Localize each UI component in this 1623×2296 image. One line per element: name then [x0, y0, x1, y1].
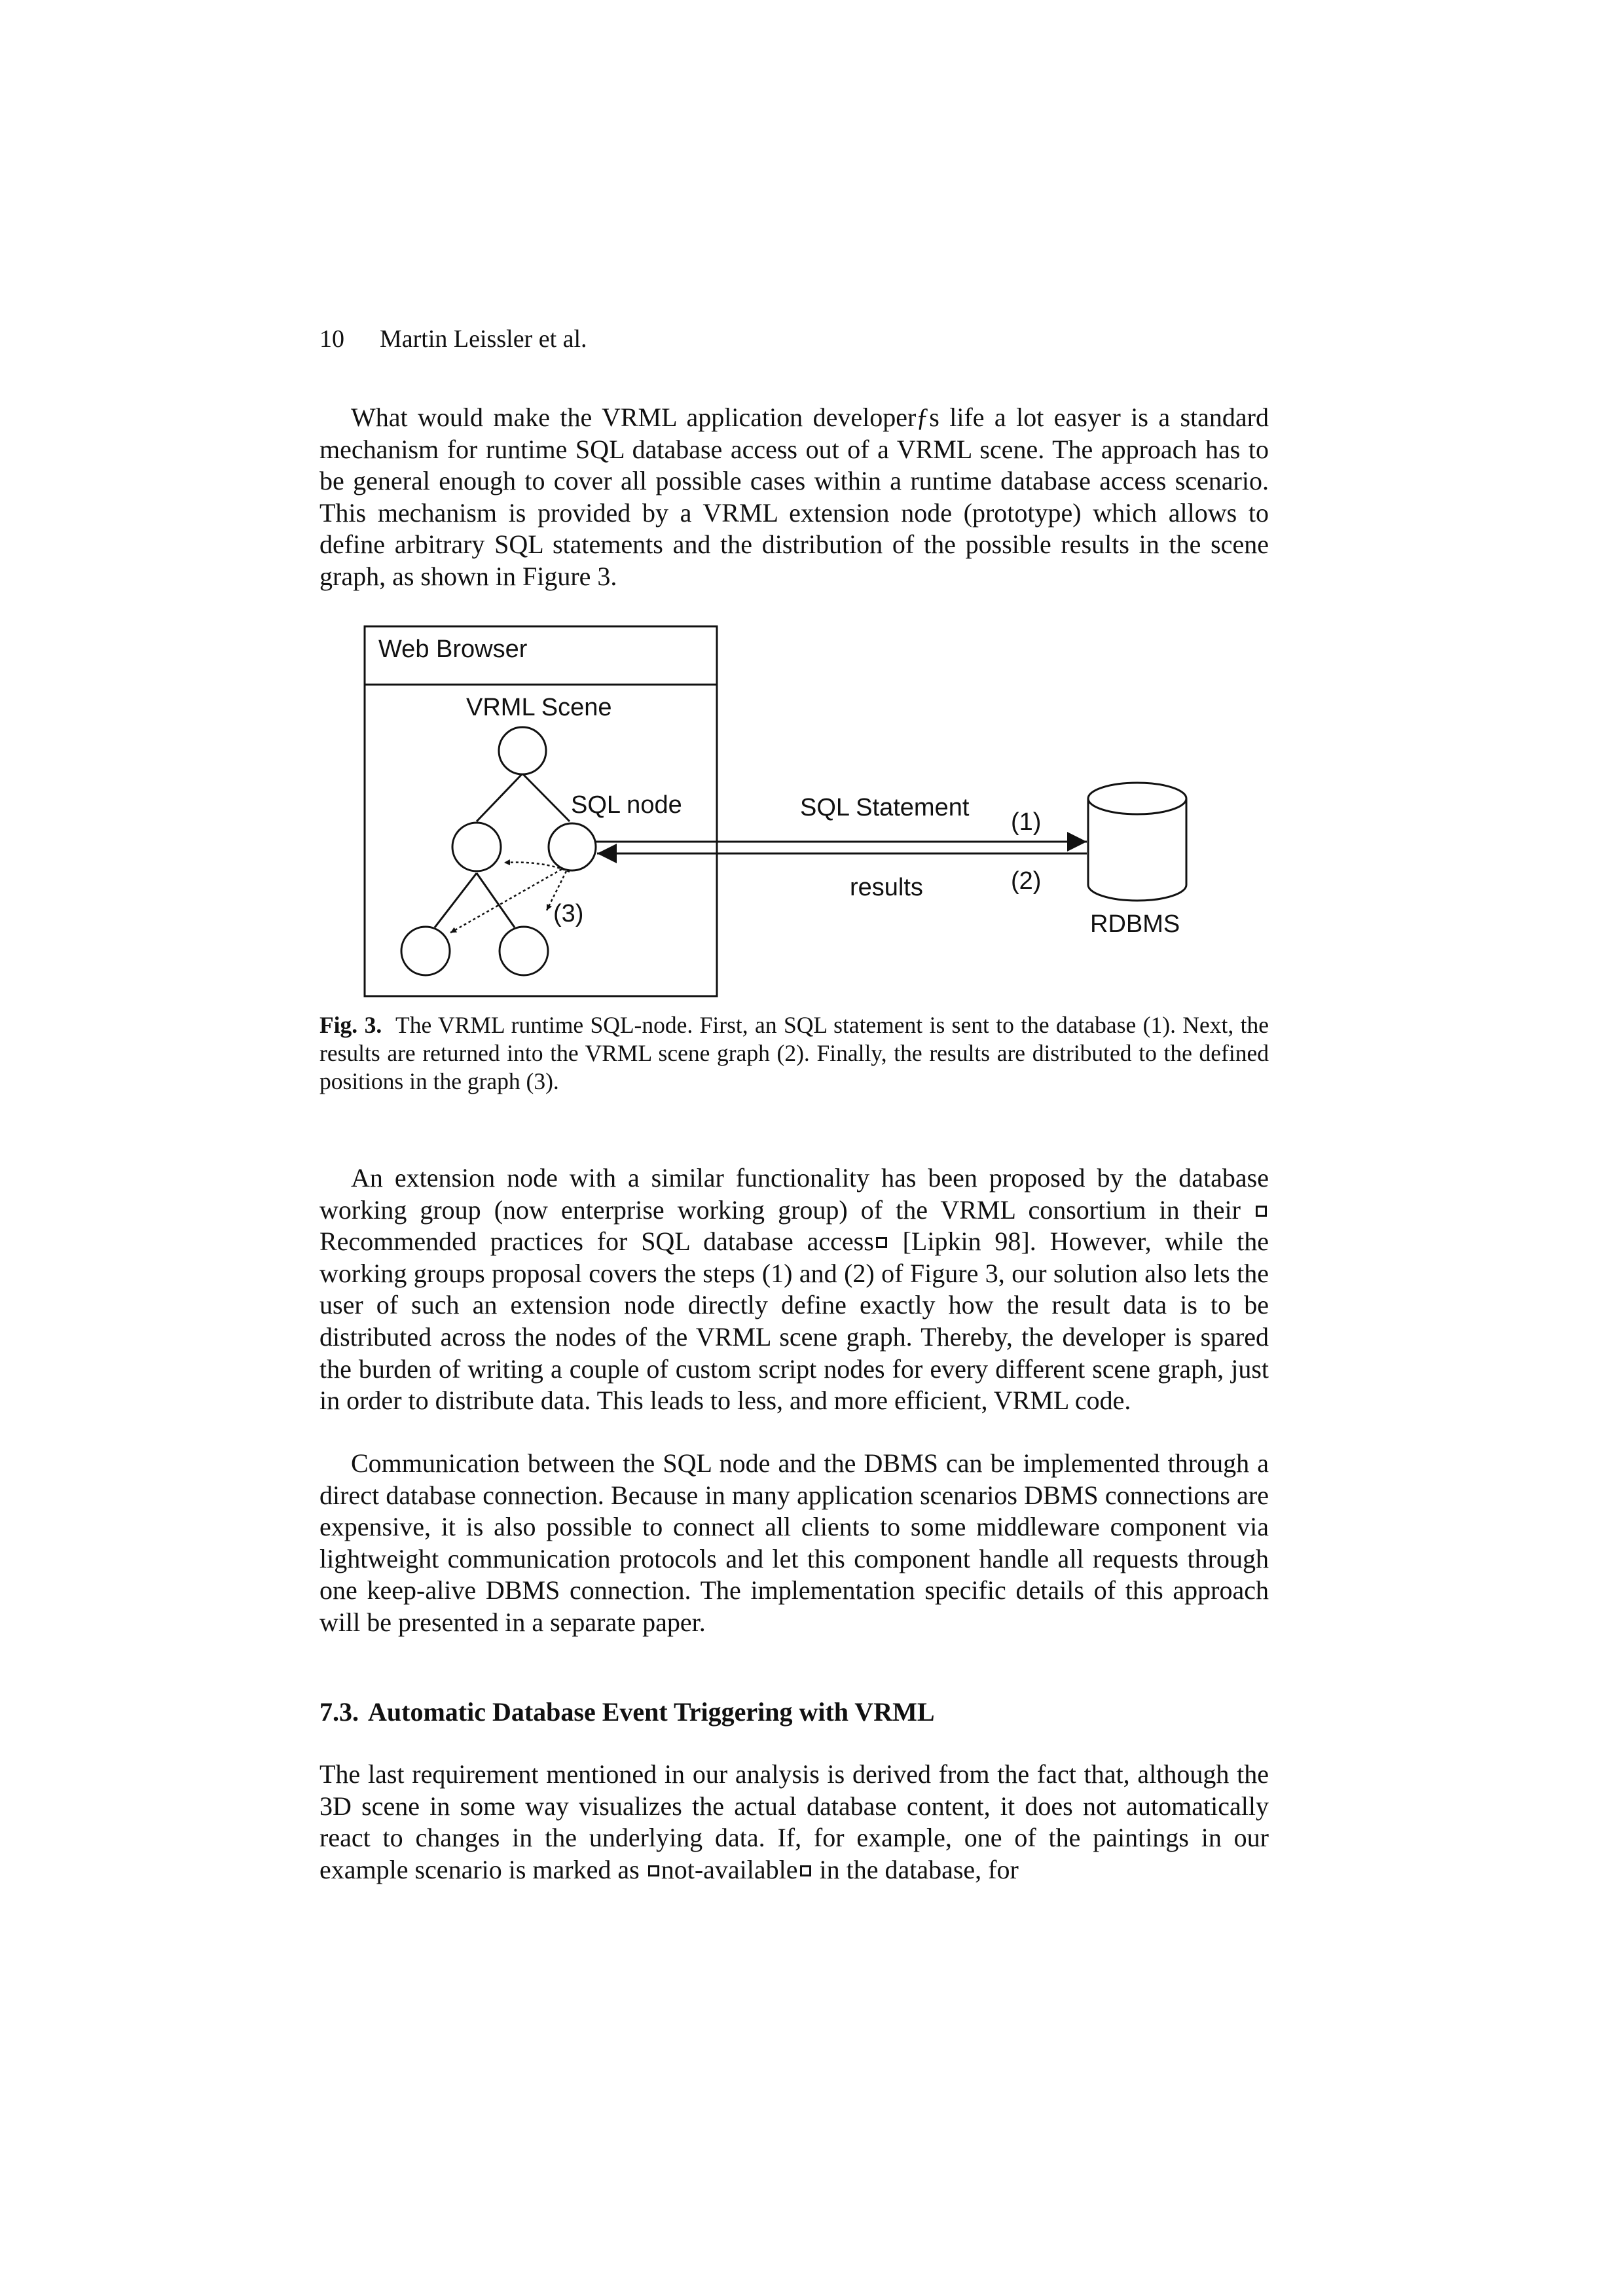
quote-glyph	[1256, 1206, 1267, 1217]
scene-root-node	[499, 727, 546, 774]
scene-leaf-node-1	[401, 927, 450, 975]
web-browser-label: Web Browser	[378, 636, 528, 663]
edge-left-leaf2	[477, 873, 515, 927]
vrml-scene-label: VRML Scene	[466, 694, 612, 721]
paragraph-2-quoted: Recommended practices for SQL database access	[319, 1227, 874, 1257]
sql-statement-label: SQL Statement	[800, 794, 970, 821]
edge-root-left	[477, 774, 522, 821]
figure-caption	[319, 1011, 1269, 1096]
quote-glyph	[648, 1865, 659, 1876]
body-paragraph-1: What would make the VRML application developerƒs life a lot easyer is a standard mechanism for runtime SQL database access out of a VRML scene. The approach has to be general enough to cover all possible cases within a runtime database access scenario. This mechanism is provided by a VRML extension node (prototype) which allows to define arbitrary SQL statements and the distribution of the possible results in the scene graph, as shown in Figure 3.	[319, 403, 1269, 591]
paragraph-4-text-b: in the database, for	[812, 1854, 1019, 1884]
page-number: 10	[319, 325, 344, 353]
quote-glyph	[876, 1237, 887, 1248]
scene-group-node	[452, 823, 501, 871]
caption-label: Fig. 3.	[319, 1012, 382, 1038]
body-paragraph-3: Communication between the SQL node and the DBMS can be implemented through a direct database connection. Because in many application scenarios DBMS connections are expensive, it is also possible to connect all clients to some middleware component via lightweight communication protocols and let this component handle all requests through one keep-alive DBMS connection. The implementation specific details of this approach will be presented in a separate paper.	[319, 1448, 1269, 1637]
paragraph-4-text-a: The last requirement mentioned in our analysis is derived from the fact that, although the 3D scene in some way visualizes the actual database content, it does not automatically react to changes in the underlying data. If, for example, one of the paintings in our example scenario is marked as	[319, 1759, 1269, 1884]
edge-root-sql	[522, 774, 570, 821]
body-paragraph-2	[319, 1162, 1269, 1417]
paragraph-4-quoted: not-available	[661, 1854, 798, 1884]
scene-leaf-node-2	[500, 927, 548, 975]
paragraph-2-text-b: [Lipkin 98]. However, while the working groups proposal covers the steps (1) and (2) of Figure 3, our solution also lets the user of such an extension node directly define exactly how the result data is to be distributed across the nodes of the VRML scene graph. Thereby, the developer is spared the burden of writing a couple of custom script nodes for every different scene graph, just in order to distribute data. This leads to less, and more efficient, VRML code.	[319, 1227, 1269, 1416]
step-2-label: (2)	[1011, 867, 1042, 895]
step-3-label: (3)	[553, 900, 584, 927]
step-1-label: (1)	[1011, 808, 1042, 836]
sql-node-label: SQL node	[571, 791, 682, 819]
sql-node	[549, 823, 596, 870]
rdbms-label: RDBMS	[1090, 910, 1180, 938]
caption-text: The VRML runtime SQL-node. First, an SQL statement is sent to the database (1). Next, the results are returned into the VRML scene graph (2). Finally, the results are distributed to the defined positions in the graph (3).	[319, 1012, 1269, 1094]
section-number: 7.3.	[319, 1697, 359, 1727]
body-paragraph-4	[319, 1759, 1269, 1886]
distribution-arrow-leaf1	[450, 869, 562, 933]
quote-glyph	[800, 1865, 811, 1876]
section-title: Automatic Database Event Triggering with VRML	[368, 1697, 935, 1727]
section-heading	[319, 1696, 935, 1728]
rdbms-cylinder	[1088, 783, 1186, 901]
header-authors: Martin Leissler et al.	[380, 325, 587, 353]
edge-left-leaf1	[435, 873, 477, 927]
paragraph-2-text-a: An extension node with a similar functionality has been proposed by the database working group (now enterprise working group) of the VRML consortium in their	[319, 1163, 1269, 1225]
results-label: results	[850, 874, 923, 901]
